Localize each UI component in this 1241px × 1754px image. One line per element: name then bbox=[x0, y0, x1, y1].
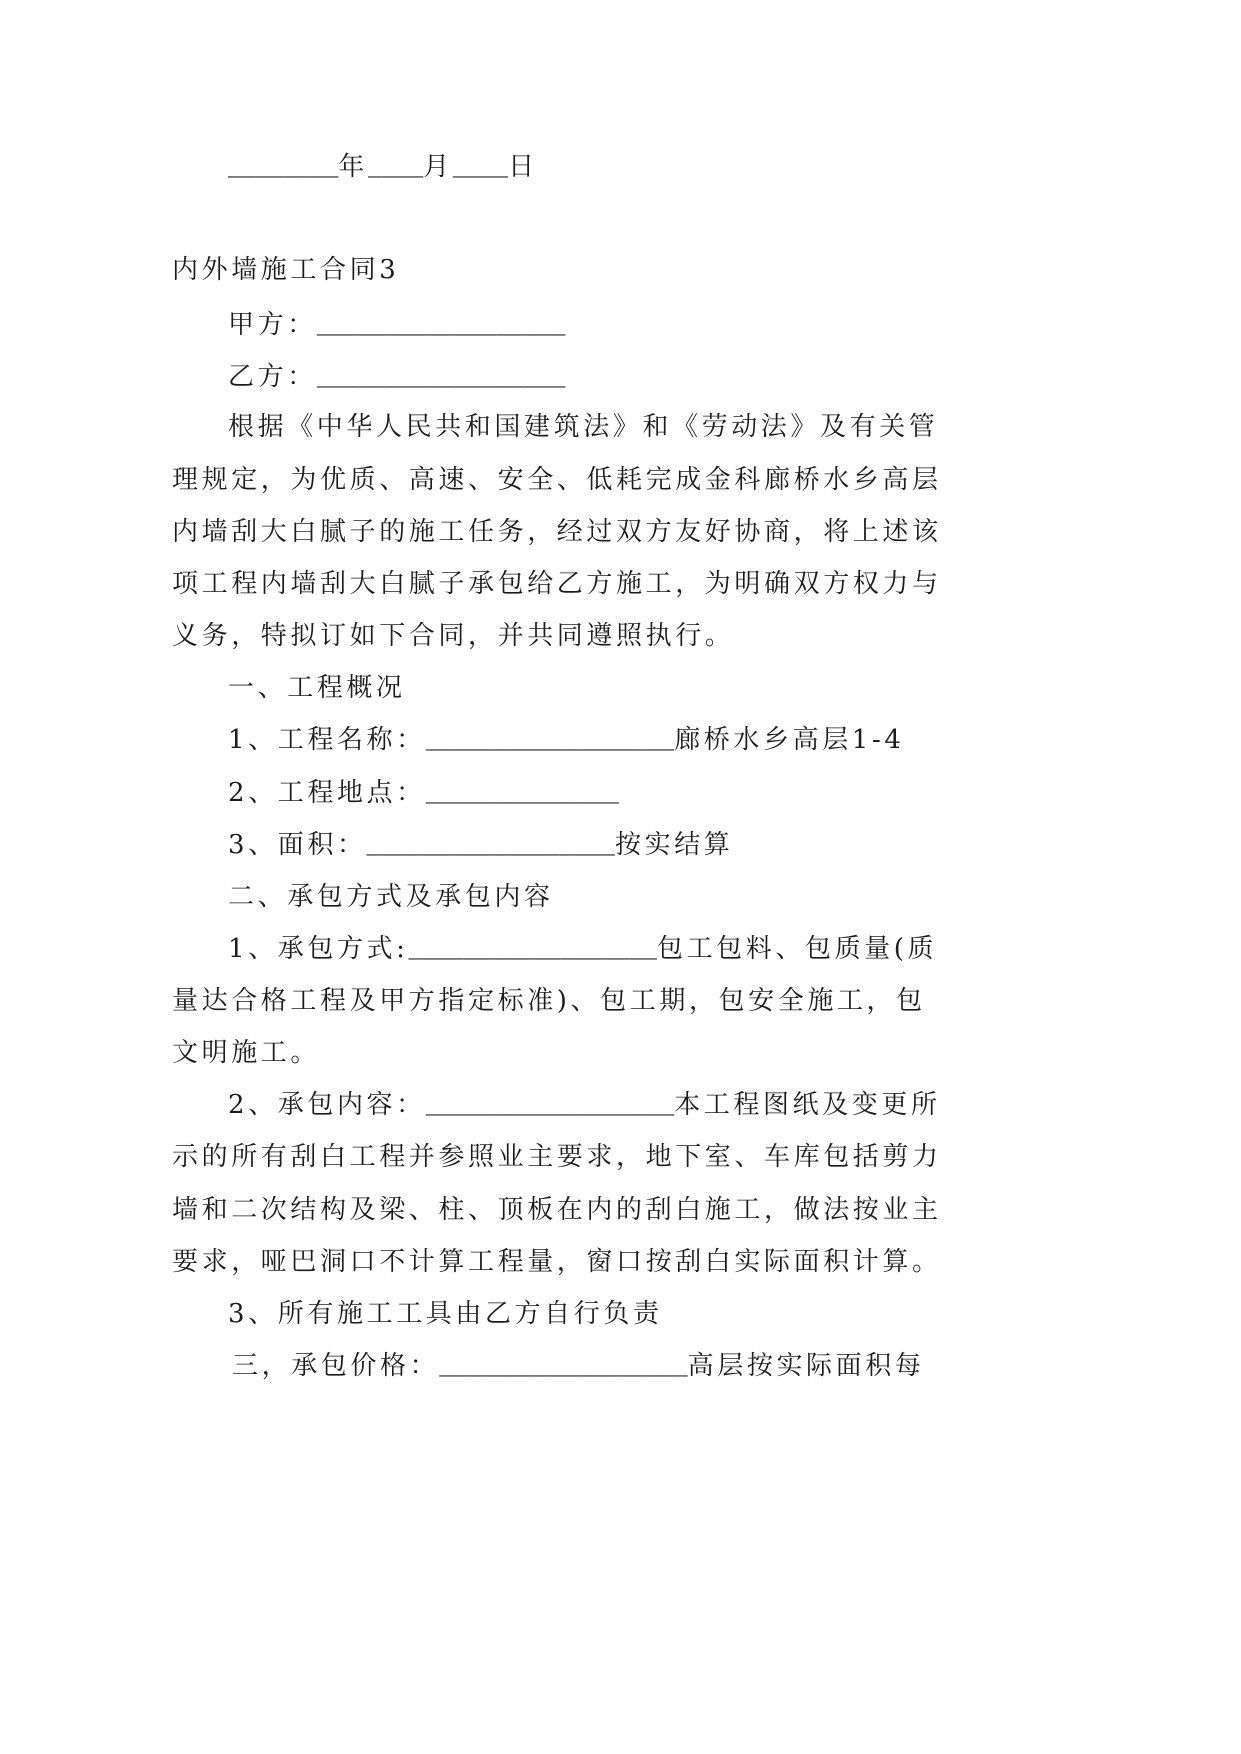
signature-date-line bbox=[228, 149, 538, 187]
contract-price-blank: __________________ bbox=[439, 1355, 688, 1381]
tools-clause: 3、所有施工工具由乙方自行负责 bbox=[228, 1299, 663, 1329]
party-b-label: 乙方： bbox=[228, 362, 317, 392]
area-line bbox=[228, 827, 733, 865]
contract-content-text: 本工程图纸及变更所 bbox=[674, 1090, 941, 1120]
contract-content-text: 要求，哑巴洞口不计算工程量，窗口按刮白实际面积计算。 bbox=[172, 1247, 942, 1277]
contract-method-blank: __________________ bbox=[408, 938, 657, 964]
year-label: 年 bbox=[338, 152, 369, 182]
project-location-line bbox=[228, 775, 619, 813]
party-b-line bbox=[228, 359, 565, 397]
section-1-heading: 一、工程概况 bbox=[228, 673, 406, 703]
contract-price-text: 高层按实际面积每 bbox=[687, 1351, 925, 1381]
day-blank: ____ bbox=[452, 156, 509, 182]
project-name-line bbox=[228, 722, 904, 760]
contract-content-label: 2、承包内容： bbox=[228, 1090, 426, 1120]
contract-price-line bbox=[232, 1348, 924, 1386]
contract-method-text: 文明施工。 bbox=[172, 1038, 321, 1068]
party-a-line bbox=[228, 307, 565, 345]
contract-content-blank: __________________ bbox=[425, 1094, 675, 1120]
contract-method-line bbox=[228, 931, 937, 969]
contract-content-text: 示的所有刮白工程并参照业主要求，地下室、车库包括剪力 bbox=[172, 1142, 942, 1172]
day-label: 日 bbox=[508, 152, 538, 182]
year-blank: ________ bbox=[228, 156, 339, 182]
contract-content-line bbox=[228, 1087, 941, 1125]
project-name-blank: __________________ bbox=[425, 729, 675, 755]
preamble-line: 理规定，为优质、高速、安全、低耗完成金科廊桥水乡高层 bbox=[172, 465, 942, 495]
party-a-label: 甲方： bbox=[228, 310, 317, 340]
month-label: 月 bbox=[423, 152, 453, 182]
preamble-line: 根据《中华人民共和国建筑法》和《劳动法》及有关管 bbox=[228, 412, 939, 442]
project-location-label: 2、工程地点： bbox=[228, 778, 426, 808]
preamble-line: 义务，特拟订如下合同，并共同遵照执行。 bbox=[172, 621, 735, 651]
project-name-value: 廊桥水乡高层1-4 bbox=[674, 725, 905, 755]
contract-method-text: 量达合格工程及甲方指定标准)、包工期，包安全施工，包 bbox=[172, 986, 926, 1016]
area-blank: __________________ bbox=[366, 834, 615, 860]
project-location-blank: ______________ bbox=[425, 782, 619, 808]
area-label: 3、面积： bbox=[228, 830, 367, 860]
preamble-line: 项工程内墙刮大白腻子承包给乙方施工，为明确双方权力与 bbox=[172, 569, 942, 599]
party-a-blank: __________________ bbox=[316, 314, 566, 340]
project-name-label: 1、工程名称： bbox=[228, 725, 426, 755]
party-b-blank: __________________ bbox=[316, 366, 566, 392]
contract-content-text: 墙和二次结构及梁、柱、顶板在内的刮白施工，做法按业主 bbox=[172, 1195, 942, 1225]
month-blank: ____ bbox=[368, 156, 424, 182]
section-2-heading: 二、承包方式及承包内容 bbox=[228, 882, 554, 912]
contract-method-text: 包工包料、包质量(质 bbox=[656, 934, 938, 964]
contract-method-label: 1、承包方式: bbox=[228, 934, 409, 964]
contract-title: 内外墙施工合同3 bbox=[172, 255, 400, 285]
contract-price-label: 三，承包价格： bbox=[232, 1351, 440, 1381]
preamble-line: 内墙刮大白腻子的施工任务，经过双方友好协商，将上述该 bbox=[172, 517, 942, 547]
area-value: 按实结算 bbox=[615, 830, 734, 860]
